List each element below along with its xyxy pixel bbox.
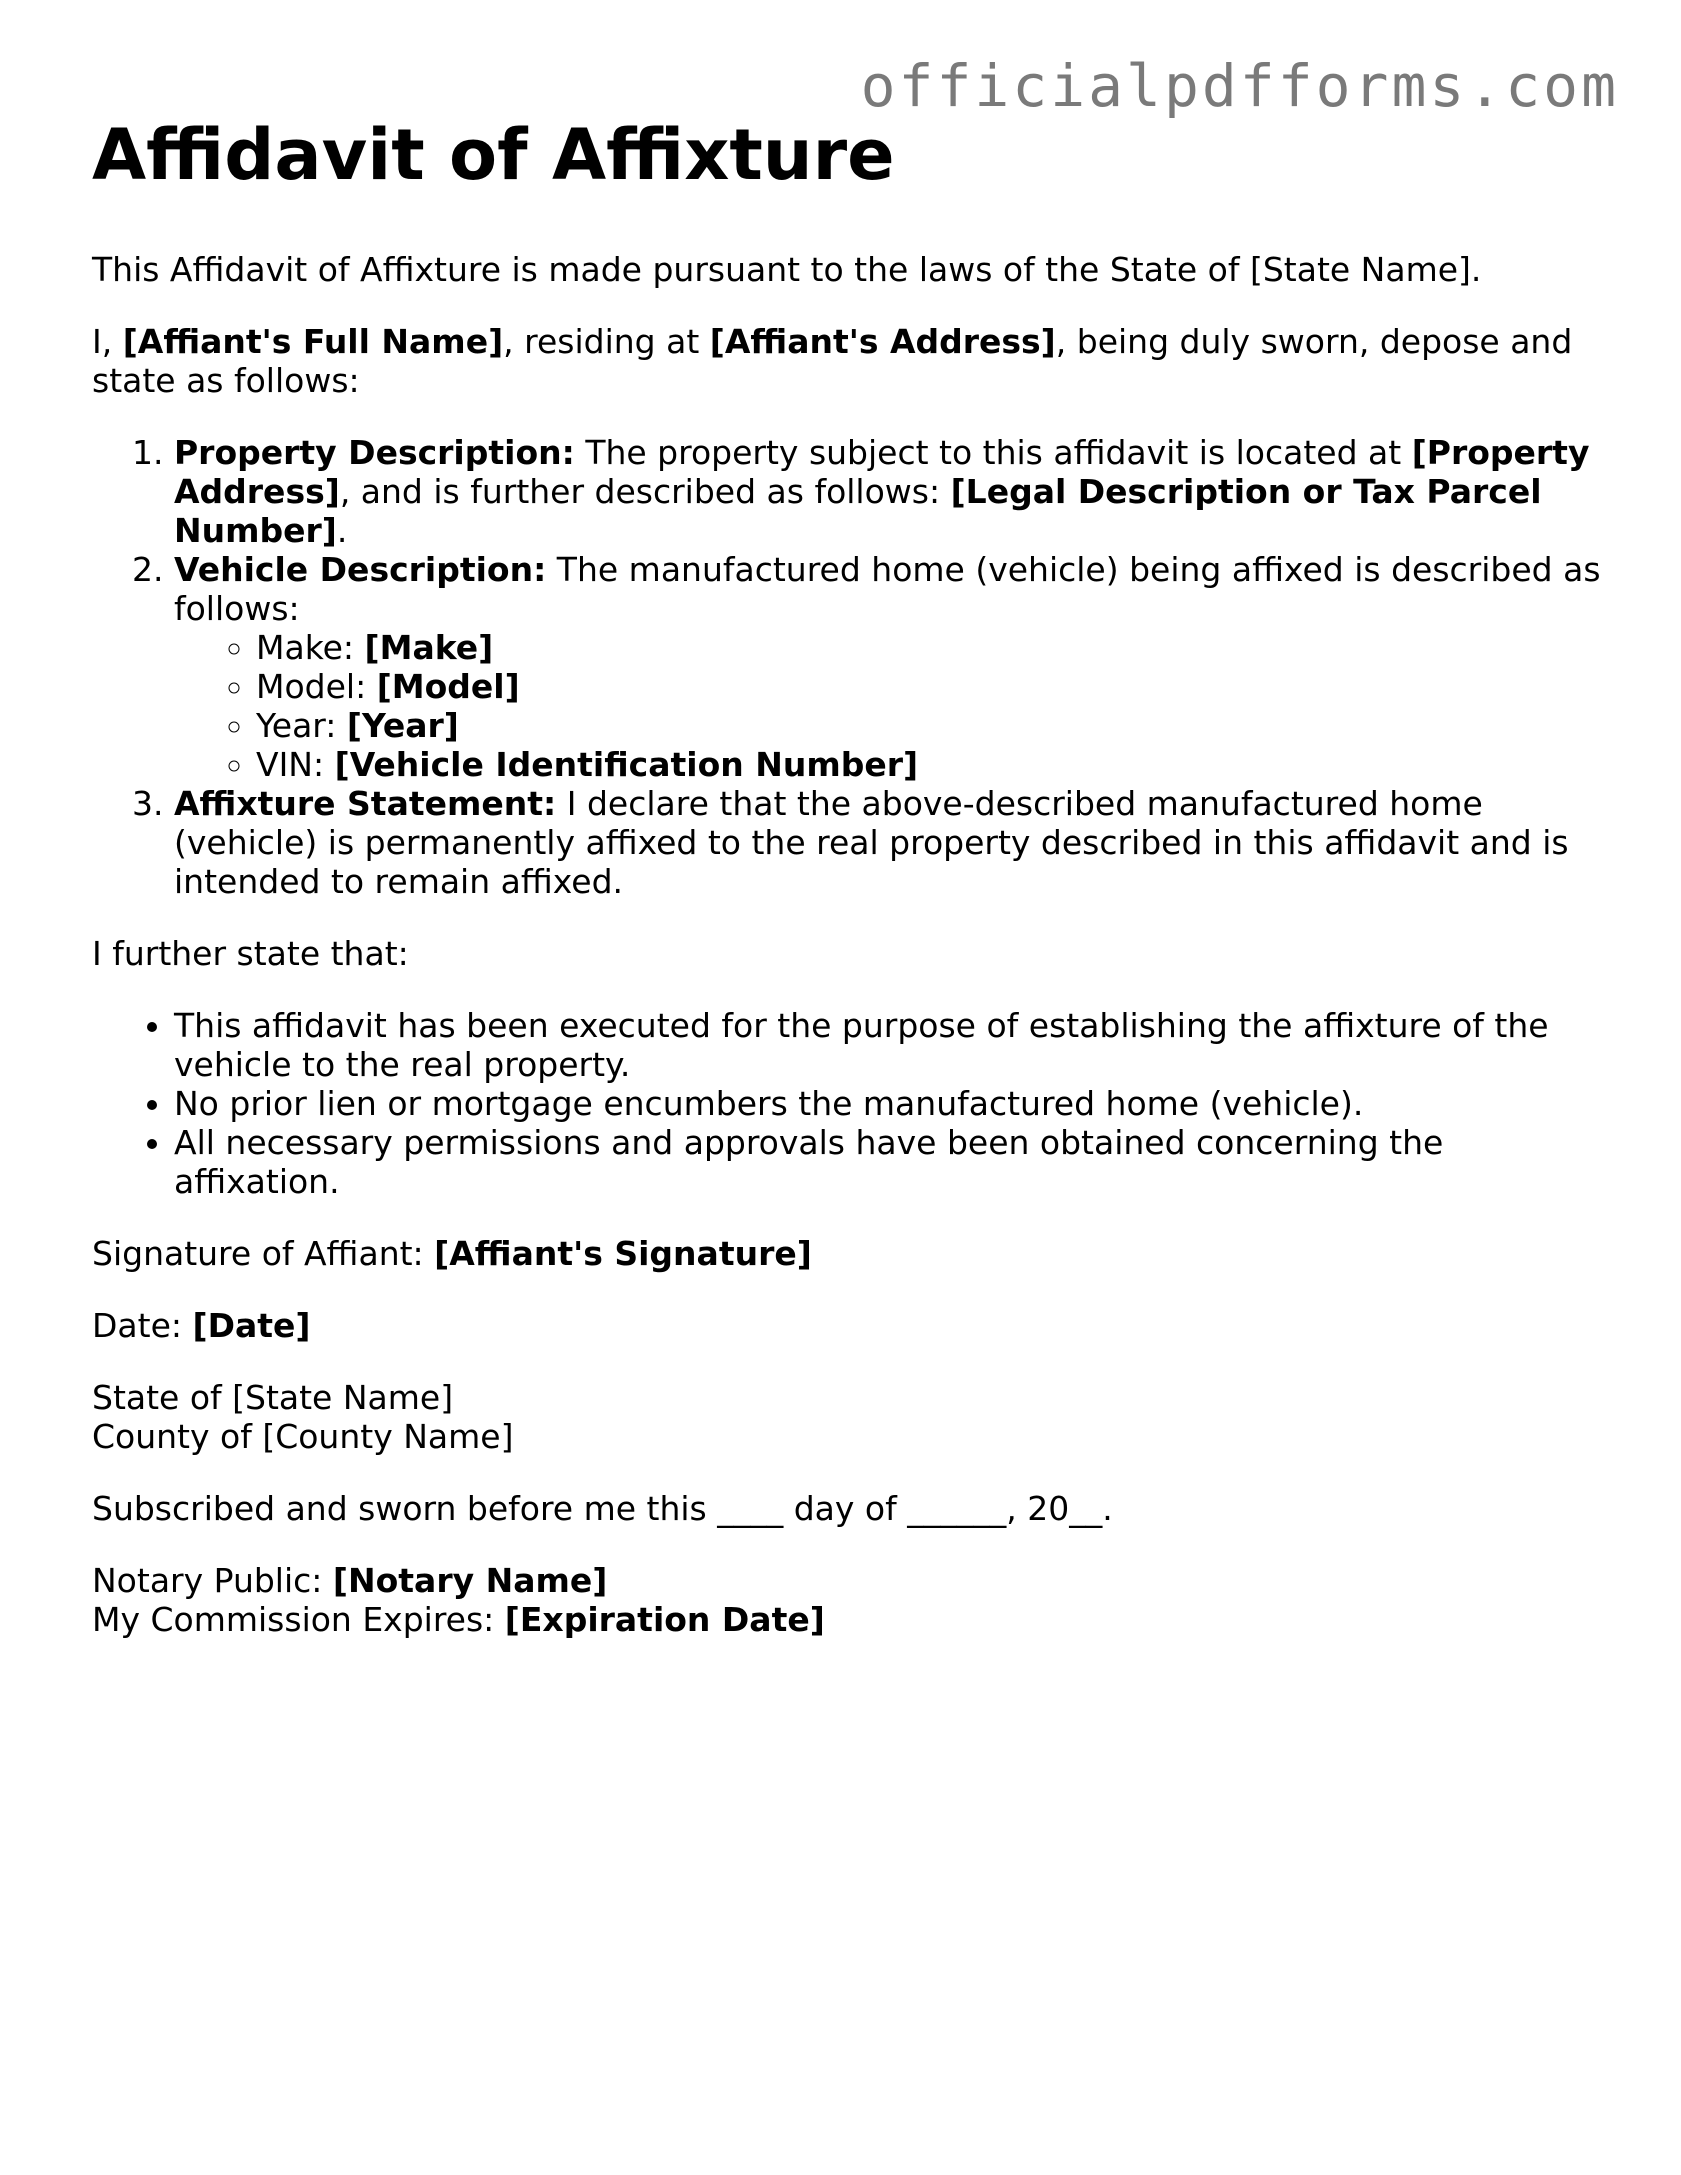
list-item: • This affidavit has been executed for the purpose of establishing the affixture of the vehicle to the real property. [174, 1006, 1607, 1084]
signature-line [92, 1234, 1607, 1273]
affiant-prefix: I, [92, 322, 123, 361]
make-placeholder: [Make] [364, 628, 494, 667]
year-placeholder: [Year] [346, 706, 459, 745]
property-address-placeholder: [Property Address] [174, 433, 1590, 511]
intro-paragraph: This Affidavit of Affixture is made pursuant to the laws of the State of [State Name]. [92, 250, 1482, 289]
list-item: • No prior lien or mortgage encumbers the manufactured home (vehicle). [174, 1084, 1607, 1123]
date-label: Date: [92, 1306, 193, 1345]
property-text-1: The property subject to this affidavit is located at [574, 433, 1412, 472]
page-title: Affidavit of Affixture [92, 114, 895, 196]
vehicle-field-make [256, 628, 1607, 667]
vin-placeholder: [Vehicle Identification Number] [334, 745, 919, 784]
affiant-suffix: , being duly sworn, depose and state as follows: [92, 322, 1573, 400]
vehicle-label: Vehicle Description: [174, 550, 547, 589]
affiant-name-placeholder: [Affiant's Full Name] [122, 322, 504, 361]
affiant-address-placeholder: [Affiant's Address] [709, 322, 1056, 361]
further-statements-list [92, 1006, 1607, 1201]
affixture-text: I declare that the above-described manufactured home (vehicle) is permanently affixed to the real property described in this affidavit and is intended to remain affixed. [174, 784, 1569, 901]
notary-block [92, 1561, 1607, 1639]
watermark: officialpdfforms.com [860, 52, 1619, 120]
document-page [92, 110, 1607, 1672]
signature-placeholder: [Affiant's Signature] [434, 1234, 812, 1273]
venue-block [92, 1378, 1607, 1456]
signature-label: Signature of Affiant: [92, 1234, 435, 1273]
expiration-date-placeholder: [Expiration Date] [504, 1600, 825, 1639]
date-placeholder: [Date] [192, 1306, 311, 1345]
model-label: Model: [256, 667, 377, 706]
statement-list [92, 433, 1607, 901]
venue-state: State of [State Name] [92, 1378, 454, 1417]
list-item-vehicle [174, 550, 1607, 784]
sworn-statement: Subscribed and sworn before me this ____ day of ______, 20__. [92, 1489, 1113, 1528]
affiant-statement [92, 322, 1607, 400]
property-text-2: , and is further described as follows: [339, 472, 951, 511]
venue-county: County of [County Name] [92, 1417, 514, 1456]
vehicle-fields-list [174, 628, 1607, 784]
vehicle-text: The manufactured home (vehicle) being affixed is described as follows: [174, 550, 1601, 628]
list-item-property [174, 433, 1607, 550]
notary-label: Notary Public: [92, 1561, 333, 1600]
notary-name-placeholder: [Notary Name] [332, 1561, 608, 1600]
list-item-affixture [174, 784, 1607, 901]
affiant-middle: , residing at [503, 322, 710, 361]
date-line [92, 1306, 1607, 1345]
affixture-label: Affixture Statement: [174, 784, 557, 823]
model-placeholder: [Model] [376, 667, 520, 706]
property-label: Property Description: [174, 433, 575, 472]
further-state: I further state that: [92, 934, 409, 973]
property-text-3: . [336, 511, 348, 550]
commission-expires-label: My Commission Expires: [92, 1600, 505, 1639]
vin-label: VIN: [256, 745, 335, 784]
vehicle-field-vin [256, 745, 1607, 784]
make-label: Make: [256, 628, 365, 667]
year-label: Year: [256, 706, 347, 745]
vehicle-field-year [256, 706, 1607, 745]
vehicle-field-model [256, 667, 1607, 706]
list-item: • All necessary permissions and approvals have been obtained concerning the affixation. [174, 1123, 1607, 1201]
legal-description-placeholder: [Legal Description or Tax Parcel Number] [174, 472, 1542, 550]
